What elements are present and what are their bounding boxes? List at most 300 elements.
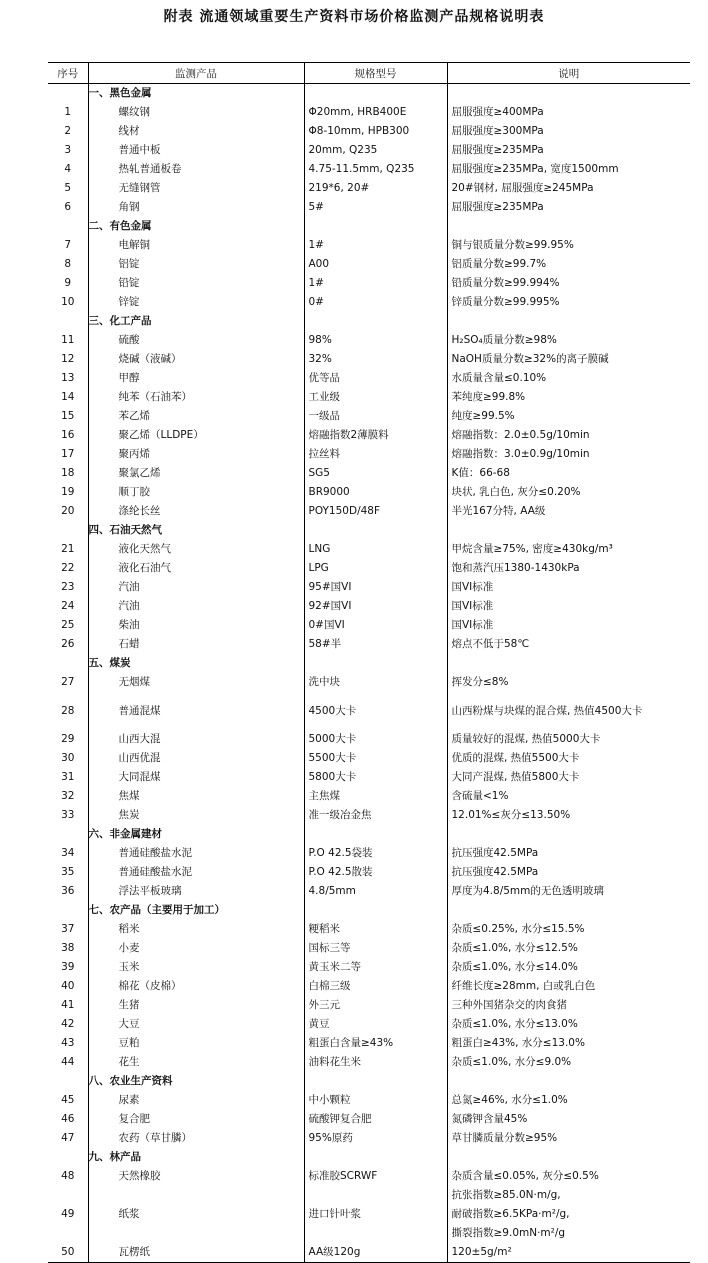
description: 屈服强度≥235MPa [447,198,690,217]
description: 块状, 乳白色, 灰分≤0.20% [447,483,690,502]
spec-model: 优等品 [304,369,447,388]
spec-model: 油料花生米 [304,1053,447,1072]
row-number: 3 [64,144,72,156]
product-name: 大豆 [88,1015,304,1034]
spec-model: 5000大卡 [304,730,447,749]
section-spec-cell [304,521,447,540]
product-name: 普通硅酸盐水泥 [88,863,304,882]
row-number: 22 [61,562,75,574]
table-row [48,483,690,502]
table-row [48,255,690,274]
table-row [48,692,690,730]
description-line: 抗张指数≥85.0N·m/g, [451,1189,561,1201]
table-row [48,388,690,407]
row-number: 15 [61,410,75,422]
row-number: 6 [64,201,72,213]
description: 厚度为4.8/5mm的无色透明玻璃 [447,882,690,901]
spec-model: 国标三等 [304,939,447,958]
description: NaOH质量分数≥32%的离子膜碱 [447,350,690,369]
product-name: 焦煤 [88,787,304,806]
spec-model: 拉丝料 [304,445,447,464]
description [447,1186,690,1243]
description: 甲烷含量≥75%, 密度≥430kg/m³ [447,540,690,559]
description: 熔融指数：3.0±0.9g/10min [447,445,690,464]
description [447,1167,690,1186]
section-desc-cell [447,521,690,540]
section-row [48,84,690,104]
product-name: 锌锭 [88,293,304,312]
table-row [48,274,690,293]
description: 杂质≤1.0%, 水分≤13.0% [447,1015,690,1034]
product-name: 小麦 [88,939,304,958]
table-row [48,350,690,369]
row-number: 47 [61,1132,75,1144]
table-row [48,673,690,692]
spec-model: 219*6, 20# [304,179,447,198]
section-spec-cell [304,1072,447,1091]
description: 120±5g/m² [447,1243,690,1263]
row-number: 21 [61,543,75,555]
row-number: 46 [61,1113,75,1125]
product-name: 棉花（皮棉） [88,977,304,996]
description: 国VI标准 [447,616,690,635]
table-row [48,1243,690,1263]
spec-model: Φ8-10mm, HPB300 [304,122,447,141]
description: 屈服强度≥235MPa, 宽度1500mm [447,160,690,179]
section-spec-cell [304,217,447,236]
section-desc-cell [447,1072,690,1091]
description: 饱和蒸汽压1380-1430kPa [447,559,690,578]
description: 苯纯度≥99.8% [447,388,690,407]
section-heading: 九、林产品 [88,1148,304,1167]
row-number: 34 [61,847,75,859]
table-row [48,1186,690,1243]
product-name: 普通混煤 [88,692,304,730]
spec-model: 粗蛋白含量≥43% [304,1034,447,1053]
row-number: 14 [61,391,75,403]
section-row [48,1072,690,1091]
table-row [48,1167,690,1186]
section-row [48,1148,690,1167]
product-name: 尿素 [88,1091,304,1110]
table-row [48,198,690,217]
section-row [48,521,690,540]
row-number: 50 [48,1243,88,1263]
row-number: 45 [61,1094,75,1106]
section-heading: 八、农业生产资料 [88,1072,304,1091]
spec-model: 4.75-11.5mm, Q235 [304,160,447,179]
section-no-cell [48,217,88,236]
row-number: 37 [61,923,75,935]
table-row [48,445,690,464]
table-row [48,806,690,825]
section-row [48,901,690,920]
description: K值：66-68 [447,464,690,483]
row-number: 16 [61,429,75,441]
row-number: 11 [61,334,75,346]
table-body [48,84,690,1263]
spec-model: 95#国VI [304,578,447,597]
description: 国VI标准 [447,597,690,616]
spec-model: 4.8/5mm [304,882,447,901]
description: 半光167分特, AA级 [447,502,690,521]
product-name: 大同混煤 [88,768,304,787]
description: 质量较好的混煤, 热值5000大卡 [447,730,690,749]
row-number: 23 [61,581,75,593]
row-number: 27 [61,676,75,688]
spec-model: 92#国VI [304,597,447,616]
description: 挥发分≤8% [447,673,690,692]
spec-model: POY150D/48F [304,502,447,521]
description-line: 撕裂指数≥9.0mN·m²/g [451,1227,566,1239]
product-name: 甲醇 [88,369,304,388]
description: 水质量含量≤0.10% [447,369,690,388]
description: 熔融指数：2.0±0.5g/10min [447,426,690,445]
table-header-row [48,63,690,84]
section-spec-cell [304,1148,447,1167]
row-number: 43 [61,1037,75,1049]
table-row [48,141,690,160]
table-row [48,1053,690,1072]
section-no-cell [48,901,88,920]
spec-model: 白棉三级 [304,977,447,996]
product-name: 螺纹钢 [88,103,304,122]
spec-model: 1# [304,236,447,255]
description: 屈服强度≥300MPa [447,122,690,141]
row-number: 35 [61,866,75,878]
product-name: 普通中板 [88,141,304,160]
row-number: 29 [61,733,75,745]
spec-model: LNG [304,540,447,559]
section-desc-cell [447,84,690,104]
product-name: 普通硅酸盐水泥 [88,844,304,863]
table-row [48,103,690,122]
section-row [48,654,690,673]
product-name: 液化天然气 [88,540,304,559]
table-row [48,616,690,635]
section-no-cell [48,654,88,673]
section-spec-cell [304,84,447,104]
table-row [48,160,690,179]
product-name: 柴油 [88,616,304,635]
description: 屈服强度≥235MPa [447,141,690,160]
row-number: 4 [64,163,72,175]
product-name: 聚氯乙烯 [88,464,304,483]
spec-model: 熔融指数2薄膜料 [304,426,447,445]
row-number: 18 [61,467,75,479]
spec-model: 黄豆 [304,1015,447,1034]
header-desc: 说明 [447,63,690,84]
description: 铝质量分数≥99.7% [447,255,690,274]
section-desc-cell [447,825,690,844]
row-number: 19 [61,486,75,498]
section-no-cell [48,84,88,104]
description: 杂质≤0.25%, 水分≤15.5% [447,920,690,939]
table-row [48,1015,690,1034]
product-name: 热轧普通板卷 [88,160,304,179]
description: 杂质≤1.0%, 水分≤9.0% [447,1053,690,1072]
spec-model: 20mm, Q235 [304,141,447,160]
product-name: 涤纶长丝 [88,502,304,521]
row-number: 9 [64,277,72,289]
section-desc-cell [447,901,690,920]
product-name: 豆粕 [88,1034,304,1053]
spec-model: 0# [304,293,447,312]
section-heading: 二、有色金属 [88,217,304,236]
product-name: 线材 [88,122,304,141]
table-row [48,1129,690,1148]
spec-model: P.O 42.5袋装 [304,844,447,863]
product-name: 山西优混 [88,749,304,768]
section-desc-cell [447,312,690,331]
table-row [48,787,690,806]
product-name: 石蜡 [88,635,304,654]
description: 20#钢材, 屈服强度≥245MPa [447,179,690,198]
description-line: 耐破指数≥6.5KPa·m²/g, [451,1208,570,1220]
row-number: 48 [61,1170,75,1182]
spec-model: 进口针叶浆 [304,1186,447,1243]
row-number: 49 [61,1208,75,1220]
product-name: 纸浆 [88,1186,304,1243]
section-spec-cell [304,654,447,673]
section-no-cell [48,1148,88,1167]
spec-model: 98% [304,331,447,350]
section-heading: 三、化工产品 [88,312,304,331]
table-row [48,540,690,559]
description: 铅质量分数≥99.994% [447,274,690,293]
spec-model: 准一级冶金焦 [304,806,447,825]
description: 纯度≥99.5% [447,407,690,426]
table-row [48,635,690,654]
product-name: 聚乙烯（LLDPE） [88,426,304,445]
product-name: 无烟煤 [88,673,304,692]
row-number: 5 [64,182,72,194]
table-row [48,578,690,597]
description: 屈服强度≥400MPa [447,103,690,122]
row-number: 25 [61,619,75,631]
row-number: 32 [61,790,75,802]
product-name: 角钢 [88,198,304,217]
description: 铜与银质量分数≥99.95% [447,236,690,255]
section-row [48,217,690,236]
description: 山西粉煤与块煤的混合煤, 热值4500大卡 [447,692,690,730]
row-number: 36 [61,885,75,897]
section-spec-cell [304,901,447,920]
spec-model: 外三元 [304,996,447,1015]
spec-model: 主焦煤 [304,787,447,806]
description: 抗压强度42.5MPa [447,844,690,863]
product-name: 浮法平板玻璃 [88,882,304,901]
spec-model: 黄玉米二等 [304,958,447,977]
spec-table [48,62,690,1263]
table-row [48,1110,690,1129]
row-number: 31 [61,771,75,783]
row-number: 40 [61,980,75,992]
product-name: 汽油 [88,578,304,597]
description: 含硫量<1% [447,787,690,806]
section-heading: 四、石油天然气 [88,521,304,540]
table-row [48,996,690,1015]
table-row [48,730,690,749]
table-row [48,502,690,521]
description: 熔点不低于58℃ [447,635,690,654]
description: 抗压强度42.5MPa [447,863,690,882]
section-heading: 六、非金属建材 [88,825,304,844]
row-number: 39 [61,961,75,973]
spec-model: 5500大卡 [304,749,447,768]
section-desc-cell [447,217,690,236]
table-row [48,331,690,350]
product-name: 聚丙烯 [88,445,304,464]
table-row [48,749,690,768]
description: 12.01%≤灰分≤13.50% [447,806,690,825]
table-row [48,464,690,483]
spec-model: 4500大卡 [304,692,447,730]
product-name: 复合肥 [88,1110,304,1129]
row-number: 26 [61,638,75,650]
row-number: 30 [61,752,75,764]
spec-model: 5# [304,198,447,217]
section-heading: 七、农产品（主要用于加工） [88,901,304,920]
table-row [48,407,690,426]
product-name: 生猪 [88,996,304,1015]
product-name: 硫酸 [88,331,304,350]
table-row [48,236,690,255]
product-name: 农药（草甘膦） [88,1129,304,1148]
product-name: 焦炭 [88,806,304,825]
table-row [48,597,690,616]
section-no-cell [48,521,88,540]
description: 氮磷钾含量45% [447,1110,690,1129]
page-title: 附表 流通领域重要生产资料市场价格监测产品规格说明表 [163,9,545,25]
section-heading: 五、煤炭 [88,654,304,673]
row-number: 8 [64,258,72,270]
section-spec-cell [304,825,447,844]
spec-model: 工业级 [304,388,447,407]
header-no: 序号 [48,63,88,84]
row-number: 24 [61,600,75,612]
description: 杂质≤1.0%, 水分≤14.0% [447,958,690,977]
description: 国VI标准 [447,578,690,597]
spec-model: AA级120g [304,1243,447,1263]
table-row [48,958,690,977]
row-number: 20 [61,505,75,517]
description: H₂SO₄质量分数≥98% [447,331,690,350]
spec-model: SG5 [304,464,447,483]
spec-model: 洗中块 [304,673,447,692]
row-number: 38 [61,942,75,954]
row-number: 1 [64,106,72,118]
description: 优质的混煤, 热值5500大卡 [447,749,690,768]
description: 总氮≥46%, 水分≤1.0% [447,1091,690,1110]
table-row [48,844,690,863]
table-row [48,920,690,939]
spec-model: BR9000 [304,483,447,502]
product-name: 纯苯（石油苯） [88,388,304,407]
description: 三种外国猪杂交的肉食猪 [447,996,690,1015]
row-number: 10 [61,296,75,308]
table-row [48,426,690,445]
table-row [48,179,690,198]
spec-model: 一级品 [304,407,447,426]
row-number: 41 [61,999,75,1011]
table-row [48,369,690,388]
header-spec: 规格型号 [304,63,447,84]
product-name: 汽油 [88,597,304,616]
table-row [48,939,690,958]
row-number: 7 [64,239,72,251]
product-name: 瓦楞纸 [88,1243,304,1263]
spec-model: 95%原药 [304,1129,447,1148]
description-line: 杂质含量≤0.05%, 灰分≤0.5% [451,1170,599,1182]
table-row [48,977,690,996]
section-no-cell [48,1072,88,1091]
product-name: 铝锭 [88,255,304,274]
row-number: 42 [61,1018,75,1030]
spec-model: 粳稻米 [304,920,447,939]
table-row [48,768,690,787]
product-name: 无缝钢管 [88,179,304,198]
spec-model: 0#国VI [304,616,447,635]
section-no-cell [48,825,88,844]
product-name: 液化石油气 [88,559,304,578]
product-name: 山西大混 [88,730,304,749]
spec-model: Φ20mm, HRB400E [304,103,447,122]
row-number: 13 [61,372,75,384]
section-no-cell [48,312,88,331]
row-number: 28 [61,704,75,717]
description: 杂质≤1.0%, 水分≤12.5% [447,939,690,958]
spec-model: LPG [304,559,447,578]
spec-model: P.O 42.5散装 [304,863,447,882]
table-row [48,559,690,578]
spec-model: 32% [304,350,447,369]
spec-model: 硫酸钾复合肥 [304,1110,447,1129]
description: 纤维长度≥28mm, 白或乳白色 [447,977,690,996]
row-number: 2 [64,125,72,137]
spec-model: 中小颗粒 [304,1091,447,1110]
description: 草甘膦质量分数≥95% [447,1129,690,1148]
section-desc-cell [447,1148,690,1167]
section-row [48,312,690,331]
row-number: 33 [61,809,75,821]
description: 大同产混煤, 热值5800大卡 [447,768,690,787]
product-name: 苯乙烯 [88,407,304,426]
product-name: 稻米 [88,920,304,939]
table-row [48,882,690,901]
table-row [48,122,690,141]
section-spec-cell [304,312,447,331]
spec-model: 58#半 [304,635,447,654]
row-number: 12 [61,353,75,365]
product-name: 烧碱（液碱） [88,350,304,369]
product-name: 电解铜 [88,236,304,255]
row-number: 44 [61,1056,75,1068]
spec-model: 1# [304,274,447,293]
spec-model: 5800大卡 [304,768,447,787]
table-row [48,1091,690,1110]
table-row [48,863,690,882]
product-name: 玉米 [88,958,304,977]
description: 锌质量分数≥99.995% [447,293,690,312]
product-name: 铅锭 [88,274,304,293]
product-name: 花生 [88,1053,304,1072]
table-row [48,1034,690,1053]
product-name: 天然橡胶 [88,1167,304,1186]
description: 粗蛋白≥43%, 水分≤13.0% [447,1034,690,1053]
product-name: 顺丁胶 [88,483,304,502]
row-number: 17 [61,448,75,460]
